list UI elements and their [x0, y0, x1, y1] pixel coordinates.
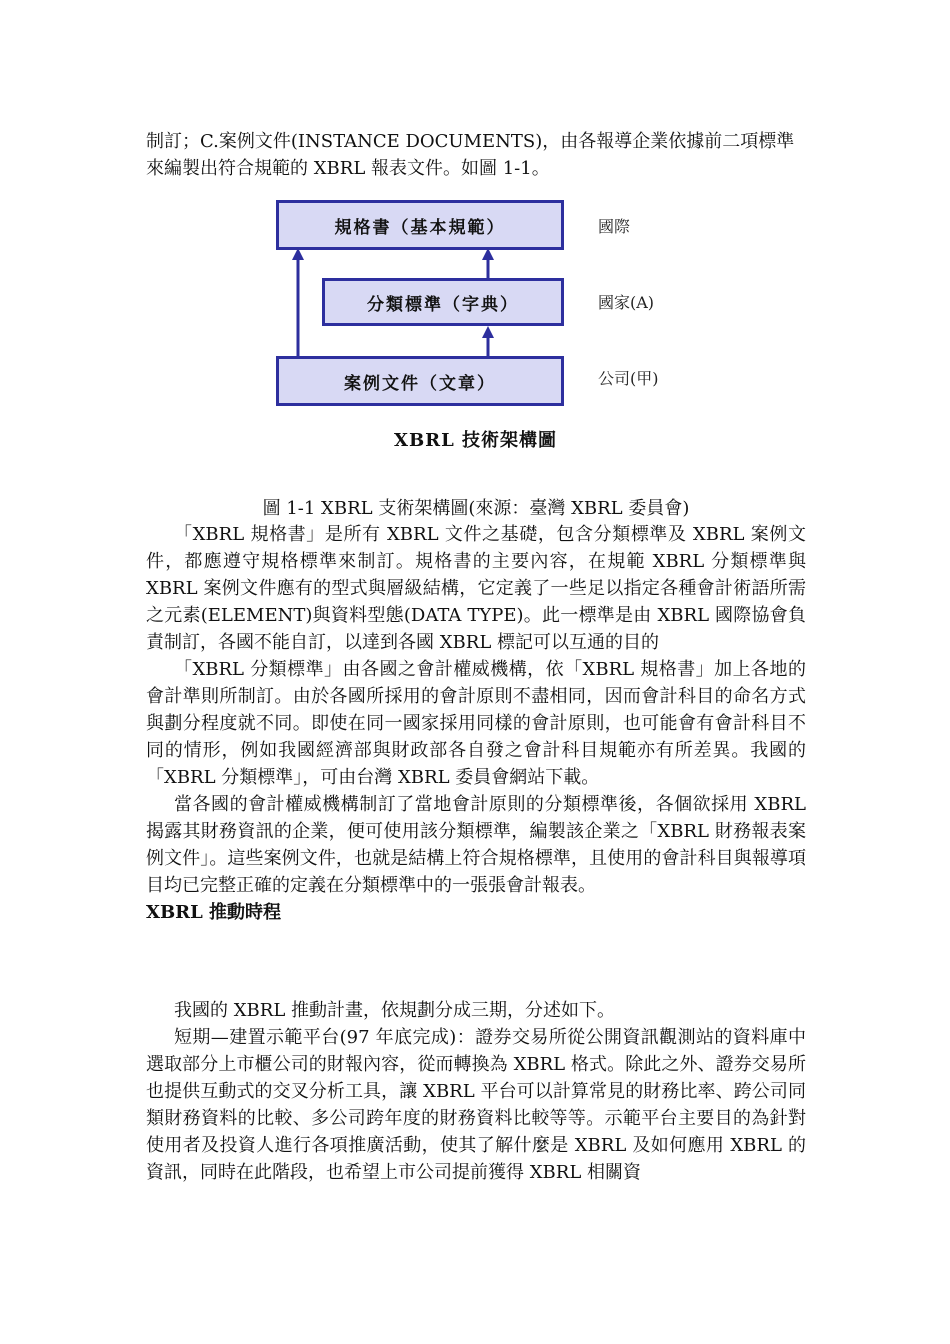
diagram-box-label: 案例文件（文章） — [344, 373, 496, 394]
intro-line: 制訂；C.案例文件(INSTANCE DOCUMENTS)，由各報導企業依據前二項標準 — [146, 131, 795, 152]
paragraph: 「XBRL 規格書」是所有 XBRL 文件之基礎，包含分類標準及 XBRL 案例文件，都應遵守規格標準來制訂。規格書的主要內容，在規範 XBRL 分類標準與 XBRL 案例文件應有的型式與層級結構，它定義了一些足以指定各種會計術語所需之元素(ELEMENT)與資料型態(DATA TYPE)。此一標準是由 XBRL 國際協會負責制訂，各國不能自訂，以達到各國 XBRL 標記可以互通的目的 — [146, 524, 806, 653]
intro-line: 來編製出符合規範的 XBRL 報表文件。如圖 1-1。 — [146, 158, 550, 179]
diagram-box-label: 規格書（基本規範） — [334, 217, 506, 238]
xbrl-architecture-diagram — [276, 198, 676, 458]
diagram-box-label: 分類標準（字典） — [367, 294, 519, 315]
body-text — [146, 521, 806, 926]
diagram-level-label: 公司(甲) — [598, 369, 659, 388]
intro-text — [146, 128, 806, 182]
diagram-box-instance — [276, 356, 564, 406]
section-heading: XBRL 推動時程 — [146, 902, 282, 923]
diagram-box-specification — [276, 200, 564, 250]
diagram-box-taxonomy — [322, 278, 564, 326]
paragraph: 「XBRL 分類標準」由各國之會計權威機構，依「XBRL 規格書」加上各地的會計準則所制訂。由於各國所採用的會計原則不盡相同，因而會計科目的命名方式與劃分程度就不同。即使在同一國家採用同樣的會計原則，也可能會有會計科目不同的情形，例如我國經濟部與財政部各自發之會計科目規範亦有所差異。我國的「XBRL 分類標準」，可由台灣 XBRL 委員會網站下載。 — [146, 659, 806, 788]
paragraph: 短期—建置示範平台(97 年底完成)：證券交易所從公開資訊觀測站的資料庫中選取部分上市櫃公司的財報內容，從而轉換為 XBRL 格式。除此之外、證券交易所也提供互動式的交叉分析工具，讓 XBRL 平台可以計算常見的財務比率、跨公司同類財務資料的比較、多公司跨年度的財務資料比較等等。示範平台主要目的為針對使用者及投資人進行各項推廣活動，使其了解什麼是 XBRL 及如何應用 XBRL 的資訊，同時在此階段，也希望上市公司提前獲得 XBRL 相關資 — [146, 1027, 806, 1183]
paragraph: 我國的 XBRL 推動計畫，依規劃分成三期，分述如下。 — [174, 1000, 615, 1021]
diagram-title: XBRL 技術架構圖 — [394, 430, 558, 451]
figure-caption: 圖 1-1 XBRL 支術架構圖(來源：臺灣 XBRL 委員會) — [262, 498, 690, 519]
diagram-level-label: 國家(A) — [598, 293, 655, 312]
section-body — [146, 997, 806, 1186]
paragraph: 當各國的會計權威機構制訂了當地會計原則的分類標準後，各個欲採用 XBRL 揭露其財務資訊的企業，便可使用該分類標準，編製該企業之「XBRL 財務報表案例文件」。這些案例文件，也就是結構上符合規格標準，且使用的會計科目與報導項目均已完整正確的定義在分類標準中的一張張會計報表。 — [146, 794, 806, 896]
diagram-level-label: 國際 — [598, 217, 631, 236]
